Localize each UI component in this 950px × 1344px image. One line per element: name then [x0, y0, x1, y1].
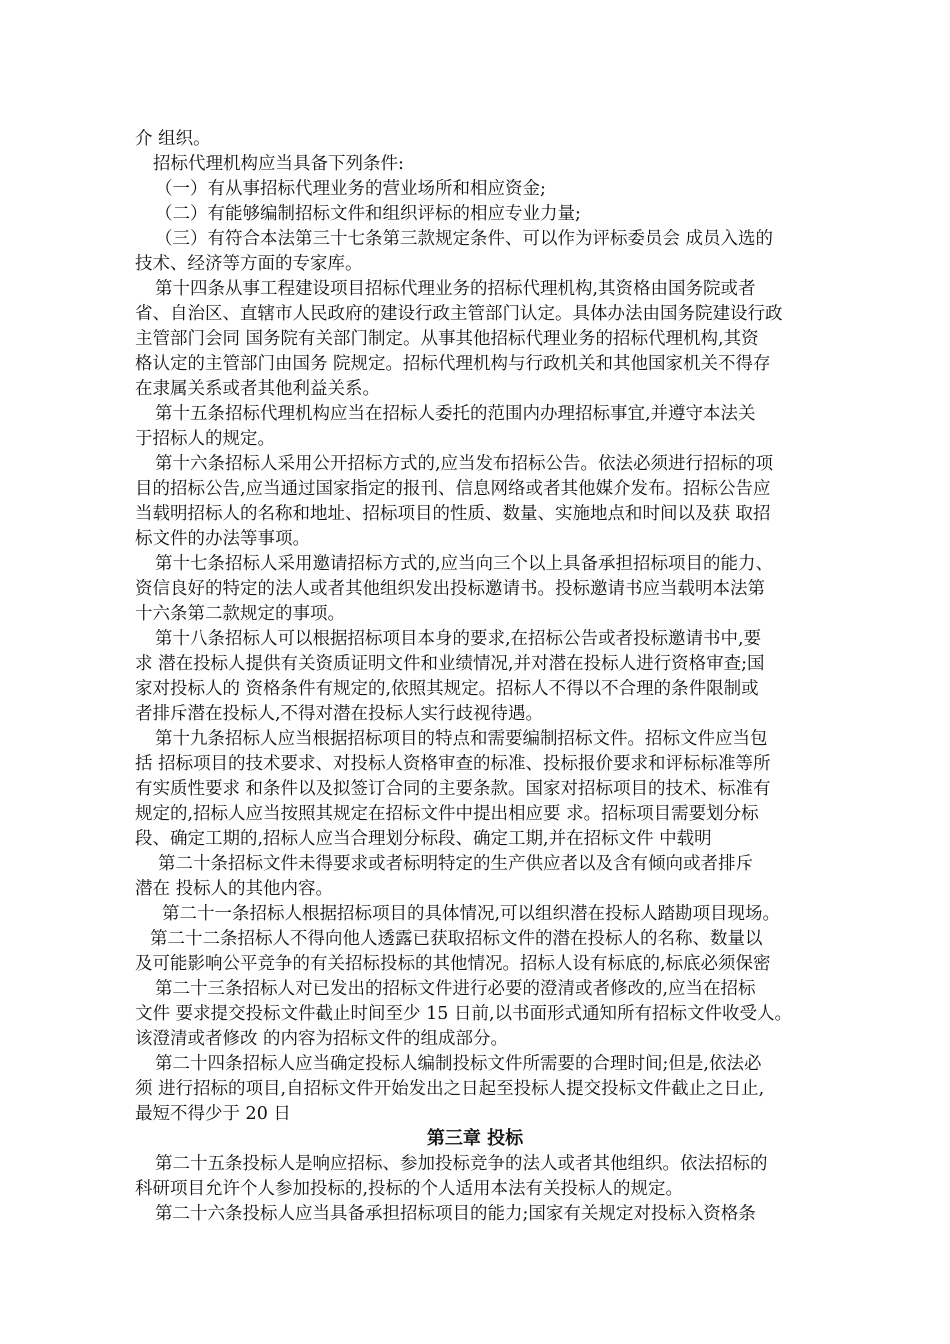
text-line: 第十四条从事工程建设项目招标代理业务的招标代理机构,其资格由国务院或者 [155, 279, 756, 299]
text-line: 第十六条招标人采用公开招标方式的,应当发布招标公告。依法必须进行招标的项 [155, 454, 774, 474]
chapter-heading: 第三章 投标 [426, 1128, 524, 1149]
text-line: 主管部门会同 国务院有关部门制定。从事其他招标代理业务的招标代理机构,其资 [135, 329, 759, 349]
text-line: 在隶属关系或者其他利益关系。 [135, 379, 380, 399]
text-line: 第二十三条招标人对已发出的招标文件进行必要的澄清或者修改的,应当在招标 [155, 979, 756, 999]
text-line: 求 潜在投标人提供有关资质证明文件和业绩情况,并对潜在投标人进行资格审查;国 [135, 654, 765, 674]
text-line: 该澄清或者修改 的内容为招标文件的组成部分。 [135, 1029, 509, 1049]
text-line: 第二十二条招标人不得向他人透露已获取招标文件的潜在投标人的名称、数量以 [150, 929, 763, 949]
text-line: 科研项目允许个人参加投标的,投标的个人适用本法有关投标人的规定。 [135, 1179, 684, 1199]
text-line: 者排斥潜在投标人,不得对潜在投标人实行歧视待遇。 [135, 704, 544, 724]
text-line: 第二十五条投标人是响应招标、参加投标竞争的法人或者其他组织。依法招标的 [155, 1154, 768, 1174]
text-line: 于招标人的规定。 [135, 429, 275, 449]
text-line: （一）有从事招标代理业务的营业场所和相应资金; [155, 179, 546, 199]
text-line: 第二十条招标文件未得要求或者标明特定的生产供应者以及含有倾向或者排斥 [158, 854, 753, 874]
text-line: 当载明招标人的名称和地址、招标项目的性质、数量、实施地点和时间以及获 取招 [135, 504, 771, 524]
text-line: 十六条第二款规定的事项。 [135, 604, 345, 624]
text-line: 第二十四条招标人应当确定投标人编制投标文件所需要的合理时间;但是,依法必 [155, 1054, 762, 1074]
text-line: 规定的,招标人应当按照其规定在招标文件中提出相应要 求。招标项目需要划分标 [135, 804, 759, 824]
text-line: 第二十六条投标人应当具备承担招标项目的能力;国家有关规定对投标入资格条 [155, 1204, 756, 1224]
text-line: 介 组织。 [135, 129, 211, 149]
text-line: 第十八条招标人可以根据招标项目本身的要求,在招标公告或者投标邀请书中,要 [155, 629, 762, 649]
text-line: 格认定的主管部门由国务 院规定。招标代理机构与行政机关和其他国家机关不得存 [135, 354, 771, 374]
text-line: 段、确定工期的,招标人应当合理划分标段、确定工期,并在招标文件 中载明 [135, 829, 712, 849]
text-line: 及可能影响公平竞争的有关招标投标的其他情况。招标人设有标底的,标底必须保密 [135, 954, 771, 974]
text-line: 目的招标公告,应当通过国家指定的报刊、信息网络或者其他媒介发布。招标公告应 [135, 479, 771, 499]
text-line: 第十七条招标人采用邀请招标方式的,应当向三个以上具备承担招标项目的能力、 [155, 554, 774, 574]
text-line: 招标代理机构应当具备下列条件: [153, 154, 404, 174]
text-line: 标文件的办法等事项。 [135, 529, 310, 549]
text-line: 文件 要求提交投标文件截止时间至少 15 日前,以书面形式通知所有招标文件收受人。 [135, 1004, 793, 1024]
text-line: （二）有能够编制招标文件和组织评标的相应专业力量; [155, 204, 581, 224]
text-line: 有实质性要求 和条件以及拟签订合同的主要条款。国家对招标项目的技术、标准有 [135, 779, 771, 799]
text-line: 技术、经济等方面的专家库。 [135, 254, 363, 274]
text-line: 家对投标人的 资格条件有规定的,依照其规定。招标人不得以不合理的条件限制或 [135, 679, 759, 699]
text-line: 资信良好的特定的法人或者其他组织发出投标邀请书。投标邀请书应当载明本法第 [135, 579, 765, 599]
text-line: 省、自治区、直辖市人民政府的建设行政主管部门认定。具体办法由国务院建设行政 [135, 304, 783, 324]
text-line: 第二十一条招标人根据招标项目的具体情况,可以组织潜在投标人踏勘项目现场。 [162, 904, 781, 924]
text-line: 第十九条招标人应当根据招标项目的特点和需要编制招标文件。招标文件应当包 [155, 729, 768, 749]
text-line: 须 进行招标的项目,自招标文件开始发出之日起至投标人提交投标文件截止之日止, [135, 1079, 765, 1099]
text-line: （三）有符合本法第三十七条第三款规定条件、可以作为评标委员会 成员入选的 [155, 229, 774, 249]
text-line: 最短不得少于 20 日 [135, 1104, 291, 1124]
text-line: 括 招标项目的技术要求、对投标人资格审查的标准、投标报价要求和评标标准等所 [135, 754, 771, 774]
text-line: 潜在 投标人的其他内容。 [135, 879, 334, 899]
text-line: 第十五条招标代理机构应当在招标人委托的范围内办理招标事宜,并遵守本法关 [155, 404, 756, 424]
